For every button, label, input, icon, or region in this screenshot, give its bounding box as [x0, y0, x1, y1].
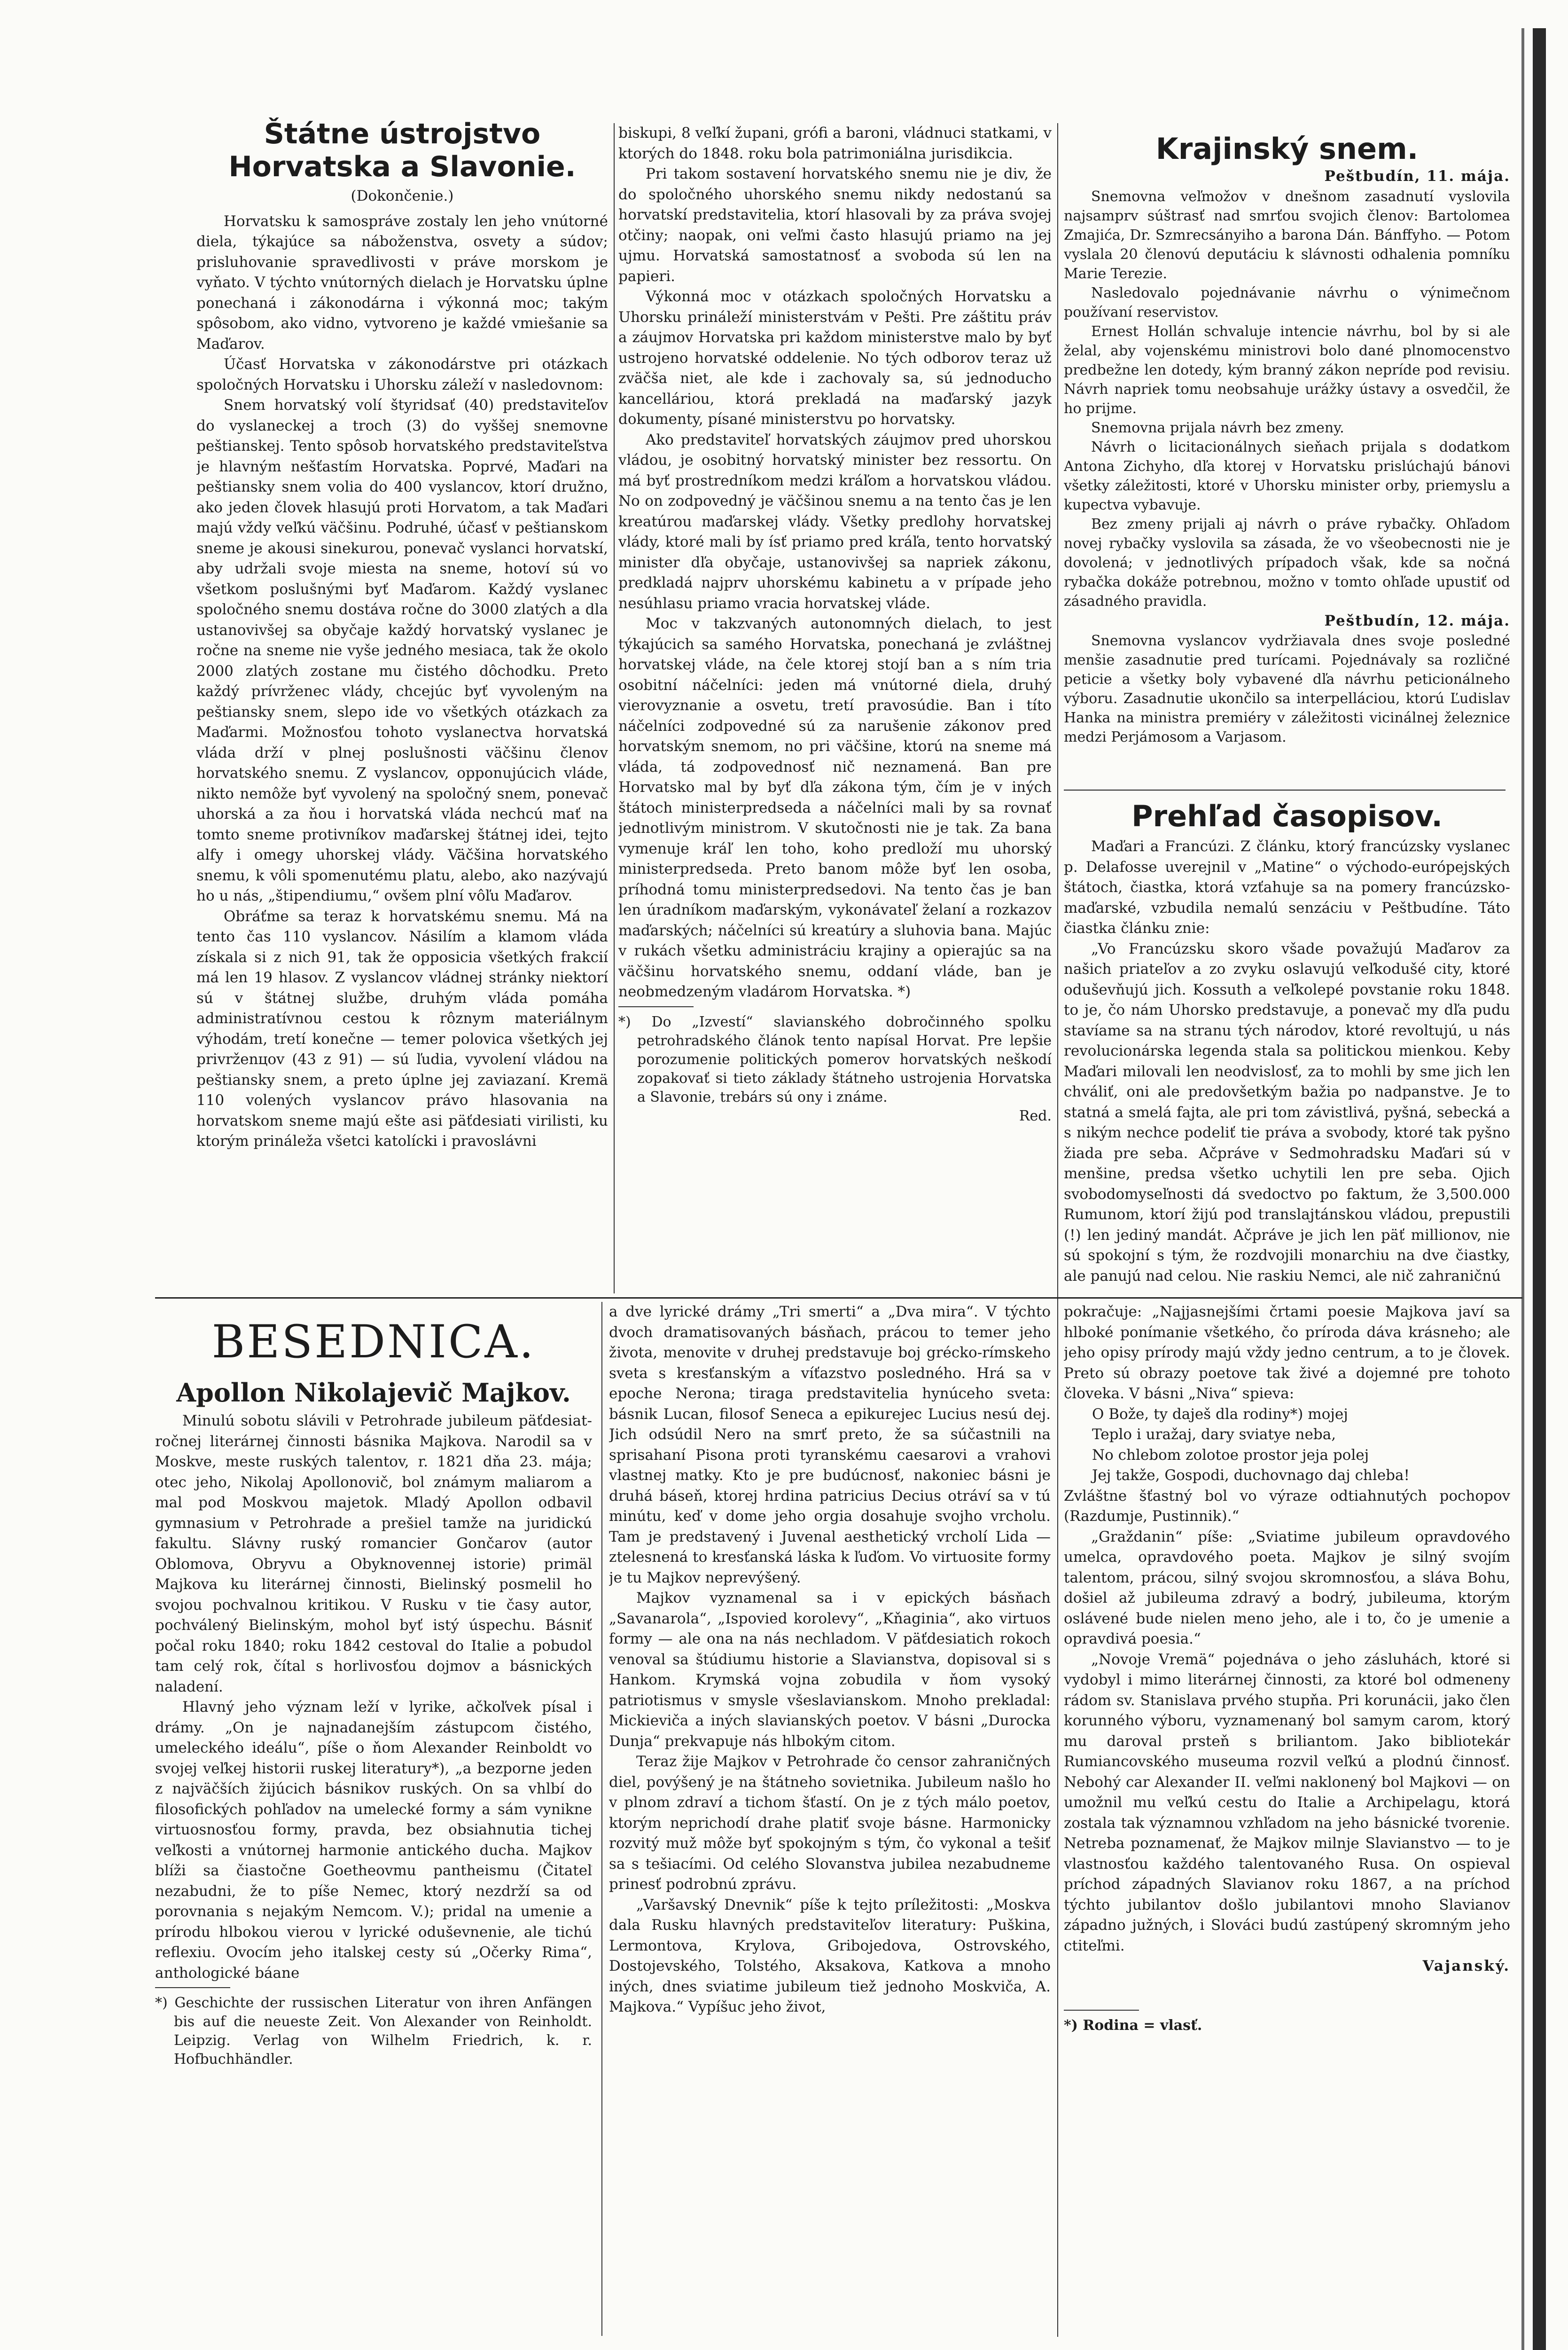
- paragraph: „Novoje Vremä“ pojednáva o jeho zásluhách, ktoré si vydobyl i mimo literárnej činnosti, za ktoré bol odmeneny rádom sv. Stanislava prvého stupňa. Pri korunácii, jako člen korunného výboru, vyznamenaný bol samym carom, ktorý mu daroval prsteň s briliantom. Jako bibliotekár Rumiancovského museuma rozvil veľkú a plodnú činnosť. Nebohý car Alexander II. veľmi naklonený bol Majkovi — on umožnil mu veľkú cestu do Italie a Archipelagu, ktorá zostala tak významnou vzhľadom na jeho básnické tvorenie. Netreba poznamenať, že Majkov milnje Slavianstvo — to je vlastnosťou každého talentovaného Rusa. On ospieval príchod západných Slavianov roku 1867, a na príchod týchto jubilantov došlo jubilantovi mnoho Slavianov západno južných, i Slováci budú zastúpený skromným jeho ctiteľmi.: [1064, 1651, 1510, 1954]
- column-rule: [614, 123, 615, 1293]
- section-rule: [1064, 790, 1506, 791]
- paragraph: Návrh o licitacionálnych sieňach prijala s dodatkom Antona Zichyho, dľa ktorej v Horvatsku prislúchajú bánovi všetky záležitosti, ktoré v Uhorsku minister orby, priemyslu a kupectva vybavuje.: [1064, 439, 1510, 513]
- paragraph: Teraz žije Majkov v Petrohrade čo censor zahraničných diel, povýšený je na štátneho sovietnika. Jubileum našlo ho v plnom zdraví a tichom šťastí. On je z tých málo poetov, ktorým neprichodí drahe platiť svoje básne. Harmonicky rozvitý muž môže byť spokojným s tým, čo vykonal a tešiť sa s tešiacími. Od celého Slovanstva jubilea nezabudneme prinesť podrobnú zprávu.: [609, 1753, 1051, 1893]
- paragraph: pokračuje: „Najjasnejšími črtami poesie Majkova javí sa hlboké ponímanie všetkého, čo príroda dáva krásneho; ale jeho opisy prírody majú vždy jedno centrum, a to je človek. Preto sú obrazy poetove tak živé a dojemné pre tohoto človeka. V básni „Niva“ spieva:: [1064, 1303, 1510, 1402]
- paragraph: Účasť Horvatska v zákonodárstve pri otázkach spoločných Horvatsku i Uhorsku záleží v nasledovnom:: [196, 356, 608, 393]
- footnote-sign: Red.: [1019, 1107, 1052, 1124]
- section-krajinsky-snem: [1064, 132, 1510, 780]
- paragraph: Nasledovalo pojednávanie návrhu o výnimečnom používaní reservistov.: [1064, 284, 1510, 321]
- article-title: Štátne ústrojstvo Horvatska a Slavonie.: [228, 118, 576, 183]
- paragraph: Horvatsku k samospráve zostaly len jeho vnútorné diela, týkajúce sa náboženstva, osvety a súdov; prisluhovanie spravedlivosti v práve morskom je vyňato. V týchto vnútorných dielach je Horvatsku úplne ponechaná i zákonodárna i výkonná moc; takým spôsobom, ako vidno, vytvoreno je každé vmiešanie sa Maďarov.: [196, 212, 608, 352]
- footnote: *) Do „Izvestí“ slavianského dobročinného spolku petrohradského článok tento napísal Horvat. Pre lepšie porozumenie politických pomerov horvatských neškodí zopakovať si tieto základy štátneho ustrojenia Horvatska a Slavonie, trebárs sú ony i známe.: [618, 1013, 1052, 1105]
- paragraph: Zvláštne šťastný bol vo výraze odtiahnutých pochopov (Razdumje, Pustinnik).“: [1064, 1487, 1510, 1525]
- page-edge: [1533, 28, 1546, 2350]
- feuilleton-heading: BESEDNICA.: [211, 1316, 536, 1368]
- paragraph: „Vo Francúzsku skoro všade považujú Maďarov za našich priateľov a zo zvyku oslavujú veľkodušé city, ktoré oduševňujú jich. Kossuth a veľkolepé povstanie roku 1848. to je, čo nám Uhorsko predstavuje, a ponevač my dľa pudu stavíame sa na stranu tých národov, ktoré revoltujú, u nás revolucionárska legenda stala sa politickou mienkou. Keby Maďari milovali len neodvislosť, za to mohli by sme jich len chváliť, oni ale predovšetkým bažia po nadpanstve. Je to statná a smelá fajta, ale pri tom závistlivá, pyšná, sebecká a s nikým nechce podeliť tie práva a svobody, ktoré tak pyšno žiada pre seba. Ačpráve v Sedmohradsku Maďari sú v menšine, predsa všetko uchytili len pre seba. Ojich svobodomyseľnosti dá svedoctvo po faktum, že 3,500.000 Rumunom, ktorí žijú pod translajtánskou vládou, prepustili (!) len jediný mandát. Ačpráve je jich len päť millionov, nie sú spokojní s tým, že rozdvojili monarchiu na dve čiastky, ale panujú nad celou. Nie raskiu Nemci, ale nič zahraničnú: [1064, 940, 1510, 1285]
- section-prehlad-casopisov: [1064, 799, 1510, 1297]
- paragraph: Pri takom sostavení horvatského snemu nie je div, že do spoločného uhorského snemu nikdy nedostanú sa horvatskí predstavitelia, ktorí hlasovali by za práva svojej otčiny; naopak, oni veľmi často hlasujú priamo na jej ujmu. Horvatská samostatnosť a svoboda sú len na papieri.: [618, 165, 1052, 285]
- footnote-rule: [1064, 2010, 1139, 2011]
- paragraph: biskupi, 8 veľkí župani, gróﬁ a baroni, vládnuci statkami, v ktorých do 1848. roku bola patrimoniálna jurisdikcia.: [618, 125, 1052, 162]
- dateline: Peštbudín, 12. mája.: [1324, 612, 1510, 629]
- poem-line: O Bože, ty daješ dla rodiny*) mojej: [1092, 1405, 1348, 1423]
- page-edge-inner: [1521, 28, 1524, 2350]
- besednica-column-3: [1064, 1302, 1510, 2341]
- poem-line: Jej takže, Gospodi, duchovnago daj chleba!: [1092, 1467, 1410, 1484]
- paragraph: a dve lyrické drámy „Tri smerti“ a „Dva mira“. V týchto dvoch dramatisovaných básňach, prácou to temer jeho života, menovite v druhej predstavuje boj grécko-rímskeho sveta s kresťanským a víťazstvo posledného. Hrá sa v epoche Nerona; tiraga predstavitelia hynúceho sveta: básnik Lucan, filosof Seneca a epikurejec Lucius nesú dej. Jich odsúdil Nero na smrť preto, že sa súčastnili na sprisahaní Pisona proti tyranskému caesarovi a vrahovi vlastnej matky. Kto je pre budúcnosť, nakoniec básni je druhá báseň, ktorej hrdina patricius Decius otráví sa v tú minútu, keď v dome jeho orgia dosahuje svojho vrcholu. Tam je predstavený i Juvenal aesthetický vrcholí Lida — ztelesnená to kresťanská láska k ľuďom. Vo virtuosite formy je tu Majkov neprevýšený.: [609, 1303, 1051, 1586]
- section-title: Prehľad časopisov.: [1131, 799, 1443, 833]
- paragraph: Bez zmeny prijali aj návrh o práve rybačky. Ohľadom novej rybačky vyslovila sa zásada, že vo všeobecnosti nie je dovolená; v jednotlivých prípadoch však, kde sa nočná rybačka dokáže potrebnou, možno v tomto ohľade upustiť od zásadného pravidla.: [1064, 516, 1510, 610]
- paragraph: „Graždanin“ píše: „Sviatime jubileum opravdového umelca, opravdového poeta. Majkov je silný svojím talentom, prácou, silný svojou skromnosťou, a sláva Bohu, došiel až jubileuma zdravý a bodrý, jubileuma, ktorým oslávené bude nielen meno jeho, ale i to, čo je umenie a opravdivá poesia.“: [1064, 1528, 1510, 1647]
- dateline: Peštbudín, 11. mája.: [1324, 168, 1510, 185]
- paragraph: Výkonná moc v otázkach spoločných Horvatsku a Uhorsku prináleží ministerstvám v Pešti. Pre záštitu práv a záujmov Horvatska pri každom ministerstve malo by byť ustrojeno horvatské oddelenie. No tých odborov teraz už zväčša niet, ale kde i zachovaly sa, sú jednoducho kancelláriou, ktorá prekladá na maďarský jazyk dokumenty, písané ministerstvu po horvatsky.: [618, 288, 1052, 428]
- section-title: Krajinský snem.: [1155, 132, 1419, 166]
- poem-line: Teplo i uražaj, dary sviatye neba,: [1092, 1426, 1336, 1443]
- footnote-rule: [618, 1006, 694, 1007]
- footnote: *) Geschichte der russischen Literatur von ihren Anfängen bis auf die neueste Zeit. Von Alexander von Reinholdt. Leipzig. Verlag von Wilhelm Friedrich, k. r. Hofbuchhändler.: [155, 1995, 592, 2068]
- paragraph: Snemovna prijala návrh bez zmeny.: [1091, 419, 1344, 436]
- feuilleton-rule: [155, 1297, 1522, 1299]
- paragraph: Snemovna veľmožov v dnešnom zasadnutí vyslovila najsamprv súštrasť nad smrťou svojich členov: Bartolomea Zmajića, Dr. Szmrecsányiho a barona Dán. Bánffyho. — Potom vyslala 20 členovú deputáciu k slávnosti odhalenia pomníku Marie Terezie.: [1064, 188, 1510, 282]
- besednica-column-2: [609, 1302, 1051, 2341]
- article-subtitle: (Dokončenie.): [351, 188, 454, 204]
- column-rule: [601, 1302, 602, 2336]
- paragraph: Snem horvatský volí štyridsať (40) predstaviteľov do vyslaneckej a troch (3) do vyššej snemovne peštianskej. Tento spôsob horvatského predstaviteľstva je hlavným nešťastím Horvatska. Poprvé, Maďari na peštiansky snem volia do 400 vyslancov, ktorí družno, ako jeden človek hlasujú proti Horvatom, a tak Maďari majú vždy veľkú väčšinu. Podruhé, účasť v peštianskom sneme je akousi sinekurou, ponevač vyslanci horvatskí, aby udržali svoje miesta na sneme, hotoví sú vo všetkom poslušnými byť Maďarom. Každý vyslanec spoločného snemu dostáva ročne do 3000 zlatých a dla ustanovivšej sa obyčaje každý horvatský vyslanec je ročne na sneme nie vyše jedného mesiaca, tak že okolo 2000 zlatých zostane mu čistého dôchodku. Preto každý prívrženec vlády, chcejúc byť vyvoleným na peštiansky snem, slepo ide vo všetkých otázkach za Maďarmi. Možnosťou tohoto vyslanectva horvatská vláda drží v plnej poslušnosti väčšinu členov horvatského snemu. Z vyslancov, opponujúcich vláde, nikto nemôže byť vyvolený na spoločný snem, ponevač uhorská a za ňou i horvatská vláda nechcú mať na tomto sneme protivníkov maďarskej štátnej idei, tejto alfy i omegy uhorskej vlády. Väčšina horvatského snemu, k vôli spomenutému platu, alebo, ako nazývajú ho u nás, „štipendiumu,“ ovšem plní vôľu Maďarov.: [196, 397, 608, 904]
- article-title: Apollon Nikolajevič Majkov.: [176, 1378, 571, 1408]
- signature: Vajanský.: [1422, 1958, 1510, 1974]
- paragraph: Maďari a Francúzi. Z článku, ktorý francúzsky vyslanec p. Delafosse uverejnil v „Matine“ o východo-európejských štátoch, čiastka, ktorá vzťahuje sa na pomery francúzsko-maďarské, vzbudila nemalú senzáciu v Peštbudíne. Táto čiastka článku znie:: [1064, 838, 1510, 937]
- article-horvatsko-part1: [196, 118, 608, 1288]
- paragraph: Hlavný jeho význam leží v lyrike, ačkoľvek písal i drámy. „On je najnadanejším zástupcom čistého, umeleckého ideálu“, píše o ňom Alexander Reinboldt vo svojej veľkej historii ruskej literatury*), „a bezporne jeden z najväčších žijúcich básnikov ruských. On sa vhlbí do filosofických pohľadov na umelecké formy a sám vynikne virtuosnosťou formy, pravda, bez obsiahnutia tichej veľkosti a vnútornej harmonie antického ducha. Majkov blíži sa čiastočne Goetheovmu pantheismu (Čitateľ nezabudni, že to píše Nemec, ktorý nezdrží sa od porovnania s nejakým Nemcom. V.); pridal na umenie a prírodu hlbokou vierou v lyrické oduševnenie, ale tichú reflexiu. Ovocím jeho italskej cesty sú „Očerky Rima“, anthologické báane: [155, 1699, 592, 1982]
- article-horvatsko-part2: [618, 123, 1052, 1293]
- besednica-column-1: [155, 1307, 592, 2341]
- footnote: *) Rodina = vlasť.: [1064, 2017, 1202, 2034]
- footnote-rule: [155, 1987, 230, 1988]
- paragraph: Ernest Hollán schvaluje intencie návrhu, bol by si ale želal, aby vojenskému ministrovi bolo dané plnomocenstvo predbežne len dotedy, kým branný zákon nepríde pod revisiu. Návrh napriek tomu neobsahuje urážky ústavy a osvedčil, že ho prijme.: [1064, 323, 1510, 417]
- paragraph: Obráťme sa teraz k horvatskému snemu. Má na tento čas 110 vyslancov. Násilím a klamom vláda získala si z nich 91, tak že opposicia všetkých frakcií má len 19 hlasov. Z vyslancov vládnej stránky niektorí sú v štátnej službe, druhým vláda pomáha administratívnou cestou k rôznym materiálnym výhodám, tretí konečne — temer polovica všetkých jej privrženцov (43 z 91) — sú ľudia, vyvolení vládou na peštiansky snem, a preto úplne jej zaviazaní. Kremä 110 volených vyslancov právo hlasovania na horvatskom sneme majú ešte asi päťdesiati virilisti, ku ktorým prináleža všetci katolícki i pravoslávni: [196, 908, 608, 1150]
- paragraph: Majkov vyznamenal sa i v epických básňach „Savanarola“, „Ispovied korolevy“, „Kňaginia“, ako virtuos formy — ale ona na nás nechladom. V päťdesiatich rokoch venoval sa štúdiumu historie a Slavianstva, dopisoval si s Hankom. Krymská vojna zobudila v ňom vysoký patriotismus v smysle všeslavianskom. Mnoho prekladal: Mickieviča a iných slavianských poetov. V básni „Durocka Dunja“ prekvapuje nás hlbokým citom.: [609, 1590, 1051, 1750]
- paragraph: Ako predstaviteľ horvatských záujmov pred uhorskou vládou, je osobitný horvatský minister bez ressortu. On má byť prostredníkom medzi kráľom a horvatskou vládou. No on zodpovedný je väčšinou snemu a na tento čas je len kreatúrou maďarskej vlády. Všetky predlohy horvatskej vlády, ktoré mali by ísť priamo pred kráľa, tento horvatský minister dľa obyčaje, ustanovivšej sa napriek zákonu, predkladá najprv uhorskému kabinetu a v prípade jeho nesúhlasu priamo vracia horvatskej vláde.: [618, 431, 1052, 612]
- poem-line: No chlebom zolotoe prostor jeja polej: [1092, 1446, 1369, 1464]
- paragraph: Minulú sobotu slávili v Petrohrade jubileum päťdesiat-ročnej literárnej činnosti básnika Majkova. Narodil sa v Moskve, meste ruských talentov, r. 1821 dňa 23. mája; otec jeho, Nikolaj Apollonovič, bol známym maliarom a mal pod Moskvou majetok. Mladý Apollon odbavil gymnasium v Petrohrade a prešiel tamže na juridickú fakultu. Slávny ruský romancier Gončarov (autor Oblomova, Obryvu a Obyknovennej istorie) primäl Majkova ku literárnej činnosti, Bielinský posmelil ho svojou pochvalnou kritikou. V Rusku v tie časy autor, pochválený Bielinským, mohol byť istý úspechu. Básniť počal roku 1840; roku 1842 cestoval do Italie a pobudol tam celý rok, čítal s horlivosťou dojmov a básnických naladení.: [155, 1412, 592, 1695]
- paragraph: „Varšavský Dnevnik“ píše k tejto príležitosti: „Moskva dala Rusku hlavných predstaviteľov literatury: Puškina, Lermontova, Krylova, Gribojedova, Ostrovského, Dostojevského, Tolstého, Aksakova, Katkova a mnoho iných, dnes sviatime jubileum tiež jednoho Moskviča, A. Majkova.“ Vypíšuc jeho život,: [609, 1896, 1051, 2015]
- column-rule: [1057, 123, 1058, 2337]
- paragraph: Snemovna vyslancov vydržiavala dnes svoje posledné menšie zasadnutie pred turícami. Pojednávaly sa rozličné peticie a všetky boly vybavené dľa návrhu peticionálneho výboru. Zasadnutie ukončilo sa interpelláciou, ktorú Ľudislav Hanka na ministra premiéry v záležitosti vicinálnej železnice medzi Perjámosom a Varjasom.: [1064, 633, 1510, 745]
- paragraph: Moc v takzvaných autonomných dielach, to jest týkajúcich sa samého Horvatska, ponechaná je zvláštnej horvatskej vláde, na čele ktorej stojí ban a s ním tria osobitní náčelníci: jeden má vnútorné diela, druhý vierovyznanie a osvetu, tretí pravosúdie. Ban i títo náčelníci zodpovedné sú za narušenie zákonov pred horvatským snemom, no pri väčšine, ktorú na sneme má vláda, tá zodpovednosť nič neznamená. Ban pre Horvatsko mal by byť dľa zákona tým, čím je v iných štátoch ministerpredseda a náčelníci mali by sa rovnať jednotlivým ministrom. V skutočnosti nie je tak. Za bana vymenuje kráľ len toho, koho predloží mu uhorský ministerpredseda. Preto banom môže byť len osoba, príhodná tomu ministerpredsedovi. Na tento čas je ban len úradníkom maďarským, vykonávateľ želaní a rozkazov maďarských; náčelníci sú kreatúry a sluhovia bana. Majúc v rukách všetku administráciu krajiny a opierajúc sa na väčšinu horvatského snemu, oddaní vláde, ban je neobmedzeným vladárom Horvatska. *): [618, 615, 1052, 1000]
